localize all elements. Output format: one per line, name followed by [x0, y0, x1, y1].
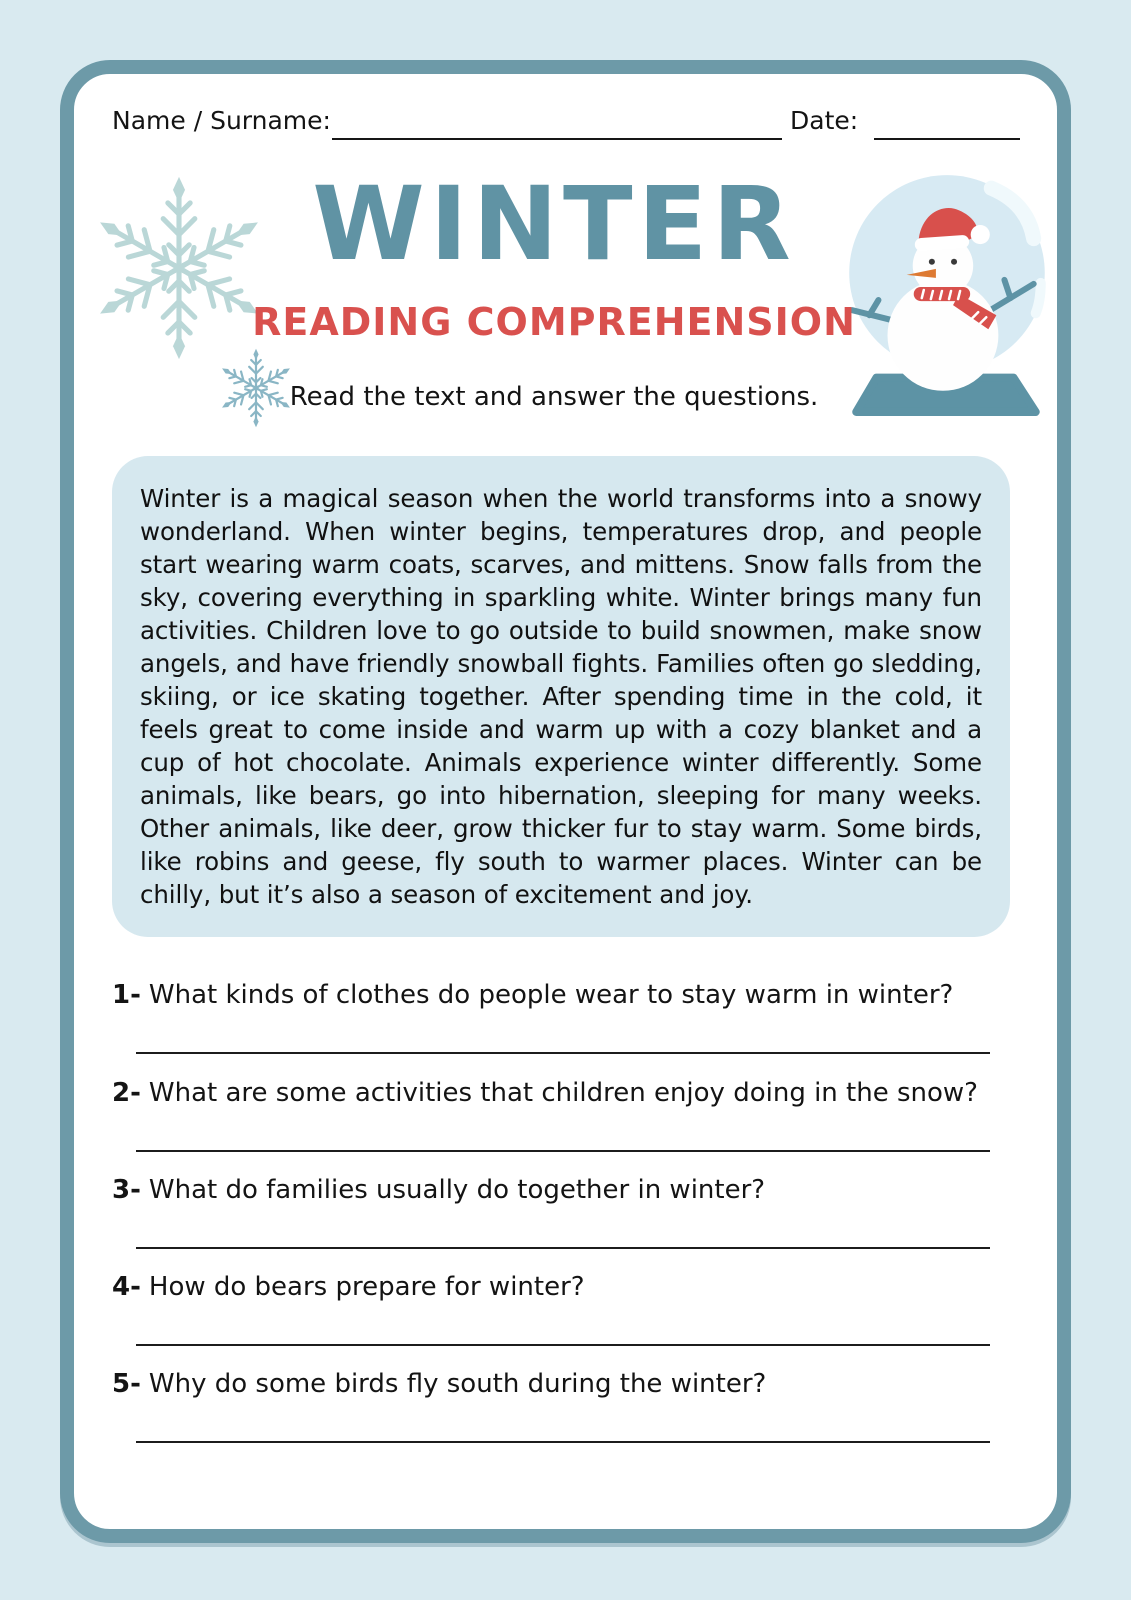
- question-5: [112, 1369, 1002, 1399]
- passage-text: Winter is a magical season when the world transforms into a snowy wonderland. When winter begins, temperatures drop, and people start wearing warm coats, scarves, and mittens. Snow falls from the sky, covering everything in sparkling white. Winter brings many fun activities. Children love to go outside to build snowmen, make snow angels, and have friendly snowball fights. Families often go sledding, skiing, or ice skating together. After spending time in the cold, it feels great to come inside and warm up with a cozy blanket and a cup of hot chocolate. Animals experience winter differently. Some animals, like bears, go into hibernation, sleeping for many weeks. Other animals, like deer, grow thicker fur to stay warm. Some birds, like robins and geese, fly south to warmer places. Winter can be chilly, but it’s also a season of excitement and joy.: [112, 456, 1010, 937]
- question-2-number: 2-: [112, 1078, 141, 1108]
- question-1-text: What kinds of clothes do people wear to stay warm in winter?: [148, 980, 954, 1010]
- question-1-number: 1-: [112, 980, 141, 1010]
- question-4-text: How do bears prepare for winter?: [148, 1272, 585, 1302]
- answer-line-3[interactable]: [136, 1247, 990, 1249]
- name-surname-label: Name / Surname:: [112, 106, 331, 135]
- snow-globe-illustration: [842, 164, 1056, 418]
- answer-line-1[interactable]: [136, 1052, 990, 1054]
- question-2: [112, 1078, 1002, 1108]
- date-label: Date:: [790, 106, 859, 135]
- name-answer-line[interactable]: [332, 118, 782, 140]
- instruction-text: Read the text and answer the questions.: [289, 382, 819, 412]
- question-3-number: 3-: [112, 1175, 141, 1205]
- question-5-number: 5-: [112, 1369, 141, 1399]
- answer-line-4[interactable]: [136, 1344, 990, 1346]
- question-4: [112, 1272, 1002, 1302]
- question-4-number: 4-: [112, 1272, 141, 1302]
- question-3-text: What do families usually do together in winter?: [148, 1175, 766, 1205]
- answer-line-5[interactable]: [136, 1441, 990, 1443]
- question-5-text: Why do some birds fly south during the winter?: [148, 1369, 767, 1399]
- page-title: WINTER: [312, 165, 796, 284]
- date-answer-line[interactable]: [874, 118, 1020, 140]
- question-3: [112, 1175, 1002, 1205]
- question-2-text: What are some activities that children enjoy doing in the snow?: [148, 1078, 978, 1108]
- page-subtitle: READING COMPREHENSION: [252, 300, 856, 344]
- worksheet-card: [60, 60, 1071, 1543]
- answer-line-2[interactable]: [136, 1150, 990, 1152]
- question-1: [112, 980, 1002, 1010]
